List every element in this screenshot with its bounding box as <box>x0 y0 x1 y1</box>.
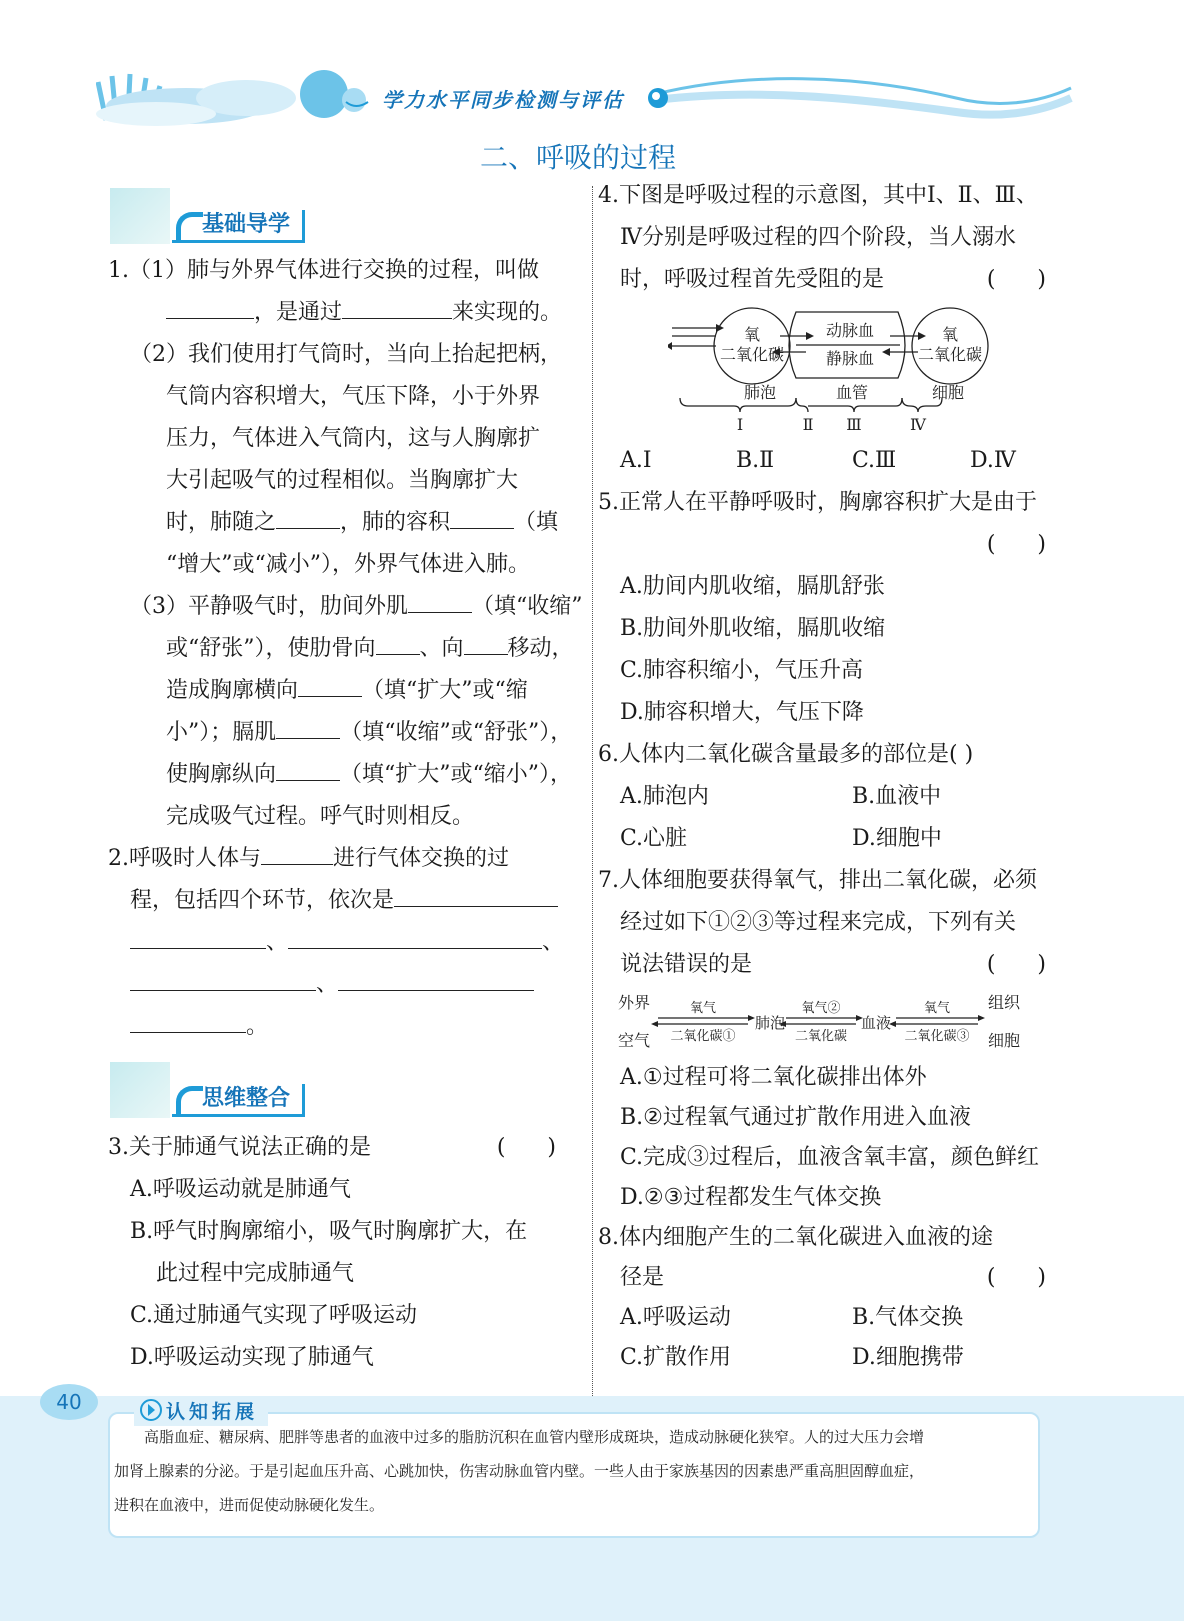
page-number-text: 40 <box>56 1390 82 1414</box>
label-stage-3: Ⅲ <box>846 415 862 434</box>
q6-options-row <box>598 776 1068 818</box>
option-b[interactable]: B.气体交换 <box>852 1305 964 1330</box>
q1-line <box>108 460 578 502</box>
q5-text: 5.正常人在平静呼吸时，胸廓容积扩大是由于 <box>598 490 1037 515</box>
q1-text: 使胸廓纵向 <box>166 762 277 787</box>
flow-tissue-2: 细胞 <box>988 1031 1021 1050</box>
q3-line <box>108 1127 578 1169</box>
q1-text: 移动， <box>507 636 574 661</box>
q2-text: 进行气体交换的过 <box>333 846 510 871</box>
option-text: B.肋间外肌收缩，膈肌收缩 <box>620 616 886 641</box>
q7-line <box>598 860 1068 902</box>
question-5 <box>598 482 1068 734</box>
answer-blank[interactable] <box>408 588 472 613</box>
option-d[interactable] <box>108 1337 578 1379</box>
question-7 <box>598 860 1068 986</box>
brace-1 <box>680 398 796 412</box>
option-text: C.通过肺通气实现了呼吸运动 <box>130 1303 418 1328</box>
option-d[interactable]: D.Ⅳ <box>970 448 1016 473</box>
q7-line <box>598 902 1068 944</box>
extension-title-text: 认知拓展 <box>166 1401 259 1423</box>
q6-text: 6.人体内二氧化碳含量最多的部位是( ) <box>598 742 974 767</box>
q1-line <box>108 712 578 754</box>
q1-text: 小”）；膈肌 <box>166 720 277 745</box>
extension-line: 高脂血症、糖尿病、肥胖等患者的血液中过多的脂肪沉积在血管内壁形成斑块，造成动脉硬化狭窄。人的过大压力会增 <box>144 1428 925 1446</box>
flow-blood: 血液 <box>860 1014 892 1032</box>
label-stage-1: Ⅰ <box>736 415 744 434</box>
q8-line <box>598 1258 1068 1298</box>
q4-text: Ⅳ分别是呼吸过程的四个阶段，当人溺水 <box>620 225 1016 250</box>
option-a[interactable] <box>108 1169 578 1211</box>
gas-exchange-flow <box>618 990 1038 1054</box>
option-d[interactable]: D.细胞中 <box>852 826 942 851</box>
q1-line <box>108 628 578 670</box>
answer-paren[interactable]: ( ) <box>986 1265 1046 1290</box>
q8-options-row <box>598 1298 1068 1338</box>
q1-line <box>108 250 578 292</box>
answer-blank[interactable] <box>298 672 362 697</box>
q1-line <box>108 586 583 628</box>
q1-text: 完成吸气过程。呼气时则相反。 <box>166 804 475 829</box>
q2-text: 。 <box>246 1014 269 1039</box>
q1-text: ，是通过 <box>254 300 343 325</box>
flow-tissue-1: 组织 <box>988 993 1021 1012</box>
section-label <box>172 1084 305 1117</box>
option-d[interactable] <box>598 692 1068 734</box>
extension-line: 加肾上腺素的分泌。于是引起血压升高、心跳加快，伤害动脉血管内壁。一些人由于家族基因的因素患严重高胆固醇血症， <box>114 1462 925 1480</box>
flow-o2-3: 氧气 <box>923 1001 951 1016</box>
option-a[interactable]: A.Ⅰ <box>620 448 652 473</box>
option-text: A.呼吸运动就是肺通气 <box>130 1177 351 1202</box>
q1-text: “增大”或“减小”），外界气体进入肺。 <box>166 552 530 577</box>
q1-line <box>108 544 578 586</box>
label-oxygen-2: 氧 <box>941 325 959 344</box>
label-vessel: 血管 <box>835 383 869 402</box>
q1-text: （填 <box>514 510 559 535</box>
label-venous: 静脉血 <box>825 349 875 368</box>
q1-line <box>108 502 578 544</box>
question-1 <box>108 250 583 838</box>
label-stage-4: Ⅳ <box>910 415 926 434</box>
option-text: C.完成③过程后，血液含氧丰富，颜色鲜红 <box>620 1145 1040 1170</box>
option-a[interactable]: A.肺泡内 <box>620 784 709 809</box>
flow-outer-2: 空气 <box>618 1031 651 1050</box>
q7-text: 7.人体细胞要获得氧气，排出二氧化碳，必须 <box>598 868 1037 893</box>
q1-line <box>108 754 578 796</box>
label-arterial: 动脉血 <box>825 321 875 340</box>
label-stage-2: Ⅱ <box>802 415 814 434</box>
q2-text: 2.呼吸时人体与 <box>108 846 261 871</box>
column-divider <box>592 186 593 1416</box>
answer-paren[interactable]: ( ) <box>986 267 1046 292</box>
answer-blank[interactable] <box>130 966 316 991</box>
q4-line <box>598 175 1068 217</box>
q1-text: 气筒内容积增大，气压下降，小于外界 <box>166 384 541 409</box>
option-c[interactable]: C.心脏 <box>620 826 688 851</box>
label-co2-1: 二氧化碳 <box>719 345 785 364</box>
section-label <box>172 210 305 243</box>
label-oxygen-1: 氧 <box>743 325 761 344</box>
q2-text: 、 <box>266 930 289 955</box>
q1-text: （填“收缩”或“舒张”）， <box>340 720 573 745</box>
q3-text: 3.关于肺通气说法正确的是 <box>108 1135 371 1160</box>
option-a[interactable]: A.呼吸运动 <box>620 1305 731 1330</box>
answer-blank[interactable] <box>261 840 333 865</box>
answer-blank[interactable] <box>166 294 254 319</box>
flow-o2-2: 氧气② <box>801 1001 841 1016</box>
flow-co2-3: 二氧化碳③ <box>904 1029 970 1044</box>
q6-line <box>598 734 1068 776</box>
section-basic-title: 基础导学 <box>202 212 291 237</box>
q7-text: 说法错误的是 <box>620 952 753 977</box>
option-text: 此过程中完成肺通气 <box>156 1261 355 1286</box>
question-2 <box>108 838 578 1048</box>
option-text: D.肺容积增大，气压下降 <box>620 700 864 725</box>
q1-text: （填“扩大”或“缩小”）， <box>340 762 573 787</box>
q7-options <box>620 1058 1070 1218</box>
q1-text: 1.（1）肺与外界气体进行交换的过程，叫做 <box>108 258 539 283</box>
option-b[interactable]: B.Ⅱ <box>736 448 775 473</box>
q8-text: 8.体内细胞产生的二氧化碳进入血液的途 <box>598 1225 993 1250</box>
q1-line <box>108 292 578 334</box>
option-d[interactable]: D.细胞携带 <box>852 1345 964 1370</box>
option-a[interactable] <box>620 1058 1070 1098</box>
q4-text: 时，呼吸过程首先受阻的是 <box>620 267 885 292</box>
option-text: B.②过程氧气通过扩散作用进入血液 <box>620 1105 971 1130</box>
label-co2-2: 二氧化碳 <box>917 345 983 364</box>
option-b-cont <box>108 1253 578 1295</box>
section-basic <box>110 188 330 240</box>
q8-text: 径是 <box>620 1265 665 1290</box>
q2-text: 、 <box>542 930 565 955</box>
hook-icon <box>176 212 203 243</box>
q1-text: （2）我们使用打气筒时，当向上抬起把柄， <box>130 342 562 367</box>
answer-blank[interactable] <box>276 504 340 529</box>
q7-text: 经过如下①②③等过程来完成，下列有关 <box>620 910 1017 935</box>
answer-blank[interactable] <box>450 504 514 529</box>
option-text: D.②③过程都发生气体交换 <box>620 1185 882 1210</box>
answer-blank[interactable] <box>276 756 340 781</box>
q2-line <box>108 922 578 964</box>
flow-lung: 肺泡 <box>754 1014 786 1032</box>
option-text: A.肋间内肌收缩，膈肌舒张 <box>620 574 885 599</box>
q2-line <box>108 838 578 880</box>
q1-text: ，肺的容积 <box>340 510 451 535</box>
q2-line <box>108 1006 578 1048</box>
q8-line <box>598 1218 1068 1258</box>
answer-blank[interactable] <box>338 966 534 991</box>
option-text: A.①过程可将二氧化碳排出体外 <box>620 1065 927 1090</box>
q1-line <box>108 334 578 376</box>
extension-text <box>114 1420 1028 1522</box>
label-cell: 细胞 <box>931 383 965 402</box>
q1-text: （3）平静吸气时，肋间外肌 <box>130 594 408 619</box>
section-block <box>110 1062 170 1118</box>
answer-blank[interactable] <box>276 714 340 739</box>
option-c[interactable]: C.扩散作用 <box>620 1345 732 1370</box>
q2-line <box>108 964 578 1006</box>
hook-icon <box>176 1086 203 1117</box>
question-3 <box>108 1127 578 1379</box>
question-6 <box>598 734 1068 860</box>
option-b[interactable] <box>108 1211 578 1253</box>
page-title: 二、呼吸的过程 <box>480 141 677 174</box>
q1-text: 大引起吸气的过程相似。当胸廓扩大 <box>166 468 519 493</box>
q1-text: （填“扩大”或“缩 <box>362 678 528 703</box>
q8-options-row <box>598 1338 1068 1378</box>
option-c[interactable] <box>598 650 1068 692</box>
option-b[interactable] <box>620 1098 1070 1138</box>
flow-o2-1: 氧气 <box>689 1001 717 1016</box>
option-c[interactable]: C.Ⅲ <box>852 448 897 473</box>
q1-text: 压力，气体进入气筒内，这与人胸廓扩 <box>166 426 541 451</box>
option-b[interactable] <box>598 608 1068 650</box>
q4-options <box>620 440 1060 482</box>
section-block <box>110 188 170 244</box>
play-icon <box>140 1399 162 1421</box>
question-4 <box>598 175 1068 301</box>
flow-co2-1: 二氧化碳① <box>670 1029 736 1044</box>
answer-paren[interactable]: ( ) <box>986 952 1046 977</box>
answer-blank[interactable] <box>130 1008 246 1033</box>
page-number <box>40 1384 98 1420</box>
q1-text: （填“收缩” <box>472 594 583 619</box>
answer-blank[interactable] <box>394 882 558 907</box>
brace-2 <box>796 398 808 412</box>
q1-line <box>108 670 578 712</box>
answer-paren[interactable]: ( ) <box>496 1135 556 1160</box>
option-d[interactable] <box>620 1178 1070 1218</box>
flow-co2-2: 二氧化碳 <box>794 1029 848 1044</box>
answer-paren[interactable]: ( ) <box>986 532 1046 557</box>
q2-line <box>108 880 578 922</box>
banner-title: 学力水平同步检测与评估 <box>382 88 624 112</box>
answer-blank[interactable] <box>342 294 452 319</box>
q1-text: 造成胸廓横向 <box>166 678 299 703</box>
respiration-diagram <box>668 306 998 436</box>
option-text: D.呼吸运动实现了肺通气 <box>130 1345 374 1370</box>
answer-blank[interactable] <box>130 924 266 949</box>
q1-line <box>108 418 578 460</box>
section-thinking <box>110 1062 330 1114</box>
q2-text: 程，包括四个环节，依次是 <box>130 888 395 913</box>
q7-line <box>598 944 1068 986</box>
q4-line <box>598 217 1068 259</box>
section-thinking-title: 思维整合 <box>202 1086 291 1111</box>
q2-text: 、 <box>316 972 339 997</box>
q1-text: 时，肺随之 <box>166 510 277 535</box>
option-b[interactable]: B.血液中 <box>852 784 942 809</box>
q1-line <box>108 376 578 418</box>
option-text: C.肺容积缩小，气压升高 <box>620 658 864 683</box>
q1-text: 或“舒张”），使肋骨向 <box>166 636 376 661</box>
q4-line <box>598 259 1068 301</box>
q6-options-row <box>598 818 1068 860</box>
q5-line <box>598 482 1068 524</box>
q1-line <box>108 796 578 838</box>
answer-blank[interactable] <box>376 630 420 655</box>
answer-blank[interactable] <box>464 630 508 655</box>
option-text: B.呼气时胸廓缩小，吸气时胸廓扩大，在 <box>130 1219 528 1244</box>
question-8 <box>598 1218 1068 1378</box>
extension-line: 进积在血液中，进而促使动脉硬化发生。 <box>114 1496 385 1514</box>
label-alveolus: 肺泡 <box>743 383 777 402</box>
q1-text: 、向 <box>419 636 464 661</box>
q1-text: 来实现的。 <box>452 300 563 325</box>
q5-line <box>598 524 1068 566</box>
option-c[interactable] <box>620 1138 1070 1178</box>
option-c[interactable] <box>108 1295 578 1337</box>
flow-outer-1: 外界 <box>618 993 651 1012</box>
option-a[interactable] <box>598 566 1068 608</box>
answer-blank[interactable] <box>288 924 542 949</box>
q4-text: 4.下图是呼吸过程的示意图，其中Ⅰ、Ⅱ、Ⅲ、 <box>598 183 1038 208</box>
